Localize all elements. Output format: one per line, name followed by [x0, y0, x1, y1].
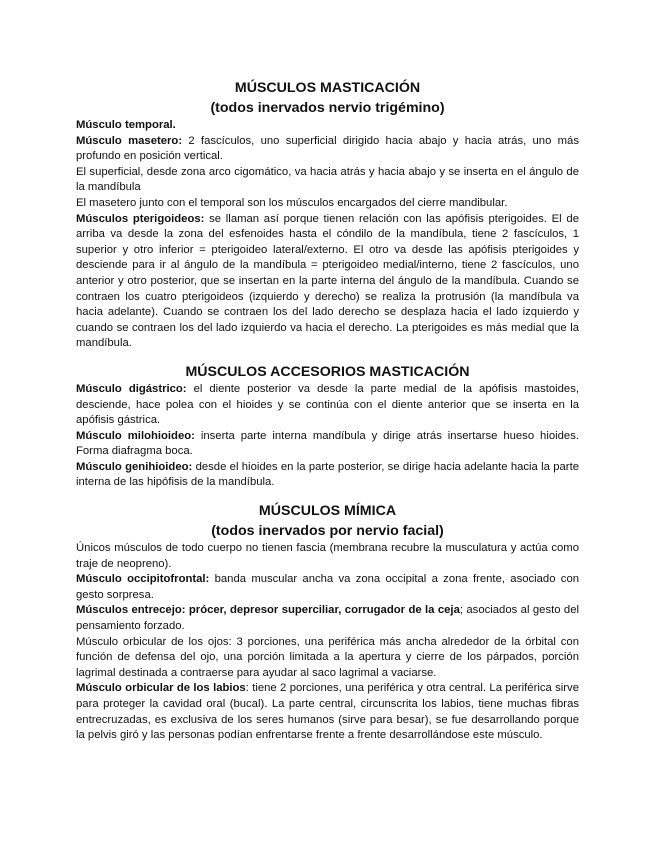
term-label: Músculo milohioideo: [76, 429, 195, 442]
paragraph: El superficial, desde zona arco cigomático, va hacia atrás y hacia abajo y se inserta en el ángulo de la mandíbula [76, 165, 579, 194]
term-text: : tiene 2 porciones, una periférica y otra central. La periférica sirve para proteger la cavidad oral (bucal). La parte central, circunscrita los labios, tiene muchas fibras entrecruzadas, es exclusiva de los seres humanos (sirve para besar), se fue desarrollando porque la pelvis giró y las personas podían enfrentarse frente a frente desarrollándose este músculo. [76, 682, 579, 742]
section-masticacion [76, 78, 579, 352]
term-label: Músculo orbicular de los labios [76, 682, 246, 695]
paragraph [76, 460, 579, 491]
paragraph [76, 382, 579, 429]
paragraph: Únicos músculos de todo cuerpo no tienen fascia (membrana recubre la musculatura y actúa como traje de neopreno). [76, 542, 579, 570]
paragraph [76, 118, 579, 134]
term-label: Músculos entrecejo: prócer, depresor superciliar, corrugador de la ceja [76, 604, 460, 617]
paragraph [76, 429, 579, 460]
section-subtitle: (todos inervados nervio trigémino) [210, 100, 445, 116]
term-text: desde el hioides en la parte posterior, se dirige hacia adelante hacia la parte interna de las hipófisis de la mandíbula. [76, 460, 579, 489]
term-label: Músculo occipitofrontal: [76, 573, 210, 586]
term-label: Músculo digástrico: [76, 382, 187, 395]
paragraph: Músculo orbicular de los ojos: 3 porciones, una periférica más ancha alrededor de la órbital con función de defensa del ojo, una porción limitada a la apertura y cierre de los párpados, porción lagrimal destinada a contraerse para ayudar al saco lagrimal a vaciarse. [76, 635, 579, 679]
section-title: MÚSCULOS ACCESORIOS MASTICACIÓN [185, 363, 470, 380]
term-label: Músculos pterigoideos: [76, 212, 205, 225]
paragraph [76, 603, 579, 634]
term-text: banda muscular ancha va zona occipital a zona frente, asociado con gesto sorpresa. [76, 573, 580, 601]
term-text: 2 fascículos, uno superficial dirigido hacia abajo y hacia atrás, uno más profundo en posición vertical. [76, 134, 579, 163]
paragraph [76, 572, 579, 603]
paragraph [76, 212, 579, 352]
section-title: MÚSCULOS MASTICACIÓN [234, 80, 421, 96]
term-text: el diente posterior va desde la parte medial de la apófisis mastoides, desciende, hace polea con el hioides y se continúa con el diente anterior que se inserta en la apófisis gástrica. [76, 382, 579, 427]
term-label: Músculo temporal. [76, 119, 176, 131]
section-title: MÚSCULOS MÍMICA [258, 503, 397, 520]
term-text: inserta parte interna mandíbula y dirige atrás insertarse hueso hioides. Forma diafragma boca. [76, 429, 579, 458]
term-text: ; asociados al gesto del pensamiento forzado. [76, 604, 579, 633]
term-label: Músculo genihioideo: [76, 460, 193, 473]
section-mimica [76, 501, 579, 744]
section-subtitle: (todos inervados por nervio facial) [211, 523, 444, 540]
document-page [76, 78, 579, 744]
term-text: se llaman así porque tienen relación con las apófisis pterigoides. El de arriba va desde la zona del esfenoides hasta el cóndilo de la mandíbula, tiene 2 fascículos, 1 superior y otro inferior = pterigoideo lateral/externo. El otro va desde las apófisis pterigoides y desciende para ir al ángulo de la mandíbula = pterigoideo medial/interno, tiene 2 fascículos, uno anterior y otro posterior, que se insertan en la parte interna del ángulo de la mandíbula. Cuando se contraen los cuatro pterigoideos (izquierdo y derecho) se realiza la protrusión (la mandíbula va hacia adelante). Cuando se contraen los del lado derecho se desplaza hacia el lado izquierdo y cuando se contraen los del lado izquierdo va hacia el derecho. La pterigoides es más medial que la mandíbula. [76, 212, 579, 350]
paragraph: El masetero junto con el temporal son los músculos encargados del cierre mandibular. [76, 196, 508, 209]
term-label: Músculo masetero: [76, 134, 183, 147]
section-accesorios [76, 362, 579, 491]
paragraph [76, 681, 579, 743]
paragraph [76, 134, 579, 165]
